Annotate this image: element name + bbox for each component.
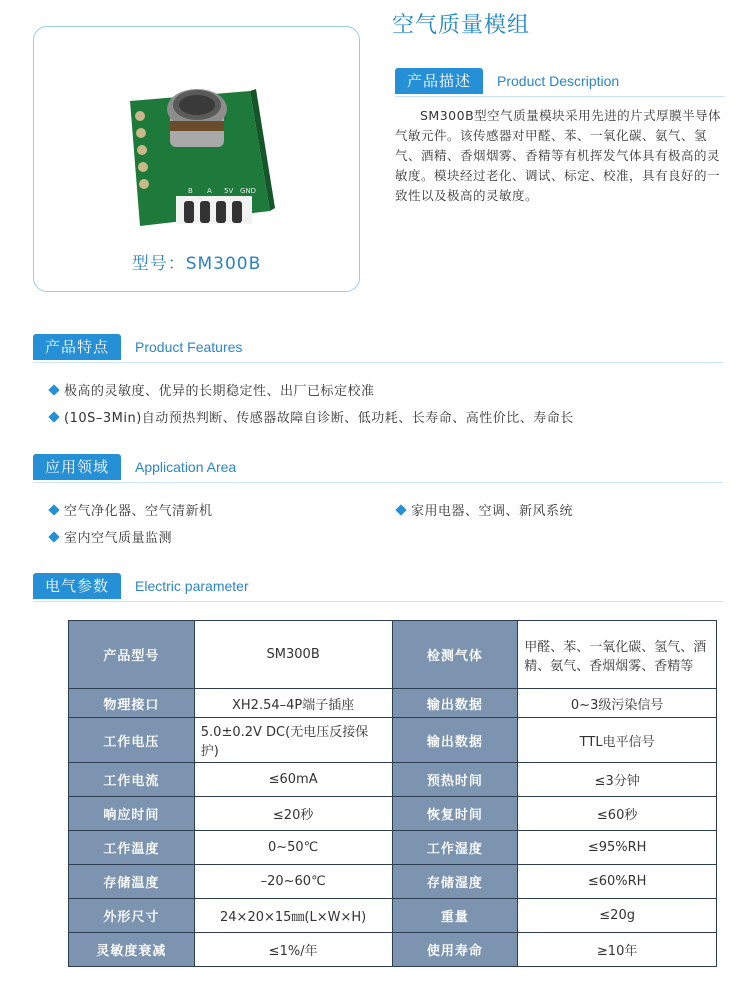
electric-parameter-table	[68, 620, 717, 967]
param-value: ≤20g	[518, 899, 717, 933]
param-value: ≤95%RH	[518, 831, 717, 865]
section-header-description	[395, 68, 725, 94]
table-row	[69, 689, 717, 718]
param-label: 存储湿度	[392, 865, 518, 899]
section-divider	[33, 601, 723, 602]
table-row	[69, 899, 717, 933]
param-value: 5.0±0.2V DC(无电压反接保护)	[194, 718, 392, 763]
section-header-electric	[33, 573, 723, 599]
application-text: 空气净化器、空气清新机	[64, 504, 213, 519]
param-label: 外形尺寸	[69, 899, 195, 933]
section-divider	[33, 482, 723, 483]
param-label: 使用寿命	[392, 933, 518, 967]
param-label: 输出数据	[392, 718, 518, 763]
section-en-title: Application Area	[135, 459, 237, 475]
diamond-bullet-icon	[48, 384, 59, 395]
param-value: ≤20秒	[194, 797, 392, 831]
table-row	[69, 797, 717, 831]
param-label: 输出数据	[392, 689, 518, 718]
param-value: ≤60%RH	[518, 865, 717, 899]
table-row	[69, 831, 717, 865]
param-value: 0~3级污染信号	[518, 689, 717, 718]
table-row	[69, 933, 717, 967]
section-divider	[33, 362, 723, 363]
param-label: 产品型号	[69, 621, 195, 689]
application-text: 家用电器、空调、新风系统	[411, 504, 574, 519]
section-header-application	[33, 454, 723, 480]
param-value: 0~50℃	[194, 831, 392, 865]
param-label: 预热时间	[392, 763, 518, 797]
table-row	[69, 621, 717, 689]
param-label: 工作温度	[69, 831, 195, 865]
application-item	[50, 500, 213, 519]
param-label: 恢复时间	[392, 797, 518, 831]
param-label: 响应时间	[69, 797, 195, 831]
pcb-pin-label: B	[188, 187, 193, 195]
diamond-bullet-icon	[48, 411, 59, 422]
section-tag: 电气参数	[33, 573, 121, 599]
section-divider	[395, 96, 725, 97]
param-label: 灵敏度衰减	[69, 933, 195, 967]
pcb-pin-label: GND	[240, 187, 257, 195]
param-value: ≤3分钟	[518, 763, 717, 797]
param-value: 24×20×15㎜(L×W×H)	[194, 899, 392, 933]
table-row	[69, 763, 717, 797]
application-item	[397, 500, 573, 519]
diamond-bullet-icon	[395, 504, 406, 515]
param-value: ≤60秒	[518, 797, 717, 831]
feature-text: 极高的灵敏度、优异的长期稳定性、出厂已标定校准	[64, 384, 375, 399]
param-value: SM300B	[194, 621, 392, 689]
model-label: 型号：SM300B	[131, 254, 262, 274]
page-title: 空气质量模组	[392, 13, 531, 38]
section-tag: 应用领域	[33, 454, 121, 480]
param-value: ≥10年	[518, 933, 717, 967]
table-row	[69, 718, 717, 763]
pcb-pin-label: A	[207, 187, 212, 195]
product-description: SM300B型空气质量模块采用先进的片式厚膜半导体气敏元件。该传感器对甲醛、苯、一氧化碳、氨气、氢气、酒精、香烟烟雾、香精等有机挥发气体具有极高的灵敏度。模块经过老化、调试、标定、校准，具有良好的一致性以及极高的灵敏度。	[395, 108, 722, 203]
table-row	[69, 865, 717, 899]
application-text: 室内空气质量监测	[64, 531, 173, 546]
param-value: ≤1%/年	[194, 933, 392, 967]
param-value: 甲醛、苯、一氧化碳、氢气、酒精、氨气、香烟烟雾、香精等	[518, 621, 717, 689]
application-item	[50, 527, 172, 546]
param-label: 工作电压	[69, 718, 195, 763]
diamond-bullet-icon	[48, 531, 59, 542]
feature-item	[50, 380, 375, 399]
param-value: XH2.54–4P端子插座	[194, 689, 392, 718]
param-label: 存储温度	[69, 865, 195, 899]
section-header-features	[33, 334, 723, 360]
product-card	[33, 26, 360, 292]
param-value: ≤60mA	[194, 763, 392, 797]
section-en-title: Electric parameter	[135, 578, 249, 594]
section-en-title: Product Features	[135, 339, 243, 355]
feature-item	[50, 407, 574, 426]
pcb-pin-label: 5V	[224, 187, 234, 195]
param-label: 检测气体	[392, 621, 518, 689]
feature-text: (10S–3Min)自动预热判断、传感器故障自诊断、低功耗、长寿命、高性价比、寿命长	[64, 411, 574, 426]
param-label: 工作电流	[69, 763, 195, 797]
section-tag: 产品描述	[395, 68, 483, 94]
param-label: 工作湿度	[392, 831, 518, 865]
section-tag: 产品特点	[33, 334, 121, 360]
section-en-title: Product Description	[497, 73, 620, 89]
sensor-module-image	[110, 61, 280, 227]
param-value: TTL电平信号	[518, 718, 717, 763]
param-value: –20~60℃	[194, 865, 392, 899]
param-label: 物理接口	[69, 689, 195, 718]
param-label: 重量	[392, 899, 518, 933]
diamond-bullet-icon	[48, 504, 59, 515]
